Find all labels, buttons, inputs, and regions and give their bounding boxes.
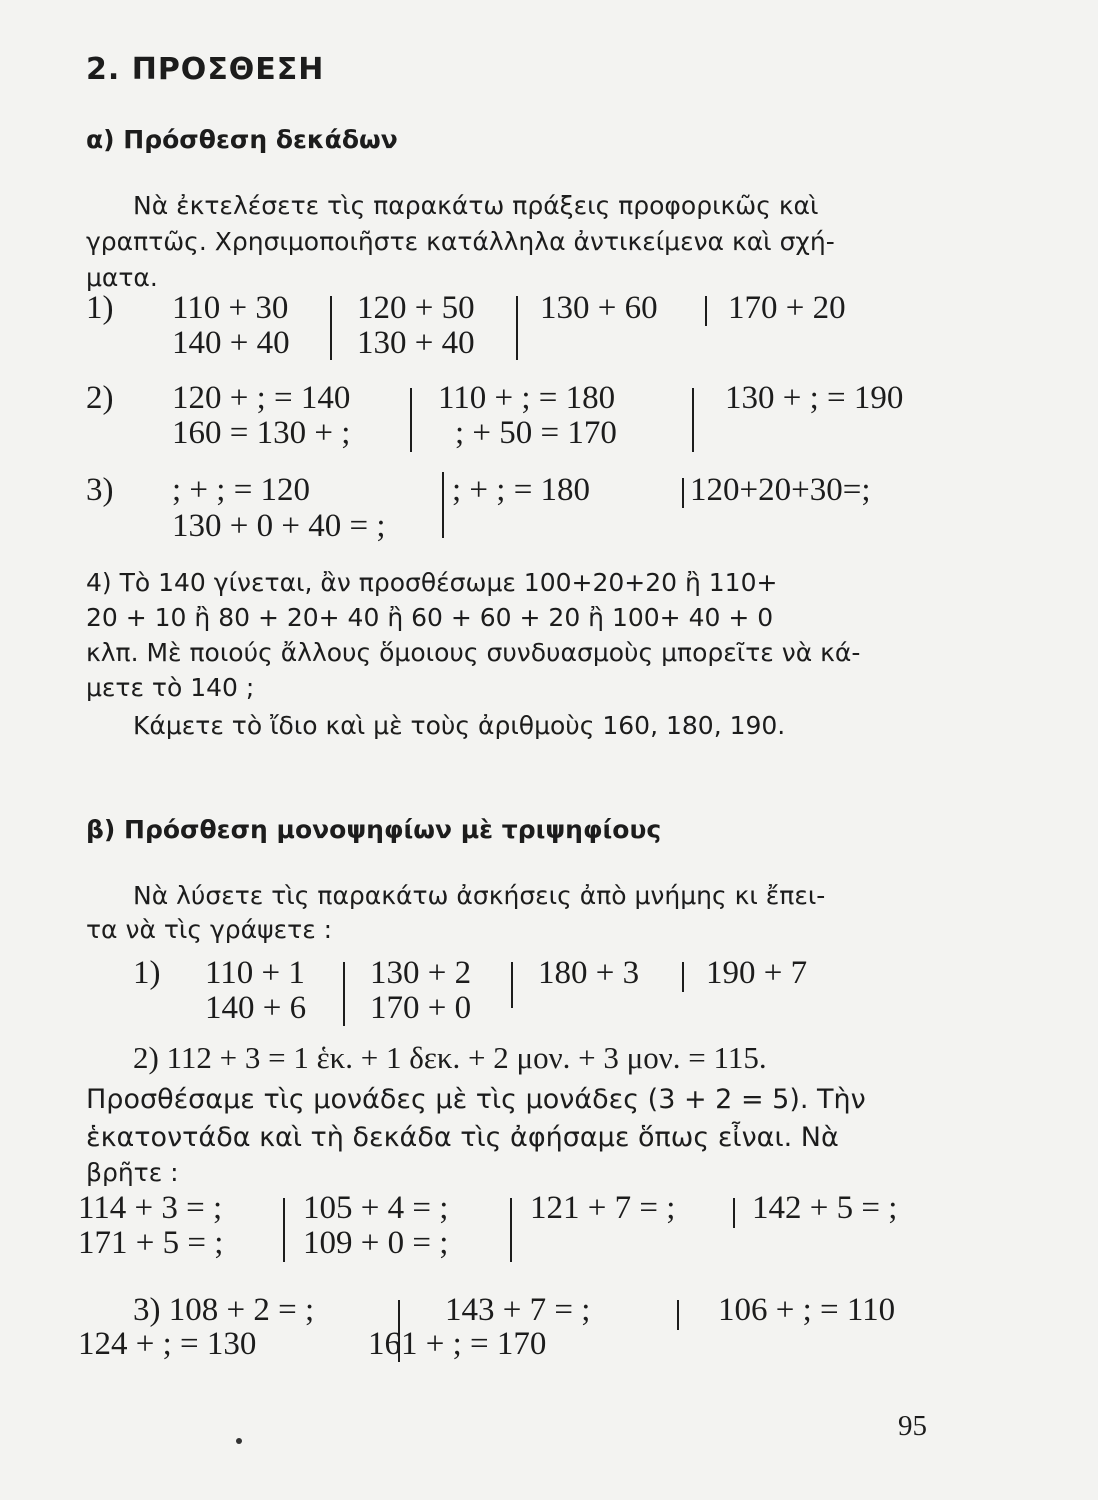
- exercise-a3-item: 120+20+30=;: [690, 472, 871, 508]
- column-divider: [410, 388, 412, 452]
- exercise-a4-line-3: κλπ. Μὲ ποιούς ἄλλους ὅμοιους συνδυασμοὺς μπορεῖτε νὰ κά-: [86, 638, 861, 667]
- exercise-a2-item: 110 + ; = 180: [438, 380, 616, 416]
- exercise-b1-item: 180 + 3: [538, 955, 640, 991]
- exercise-a4-line-1: 4) Τὸ 140 γίνεται, ἂν προσθέσωμε 100+20+20 ἢ 110+: [86, 568, 778, 597]
- exercise-b2-item: 114 + 3 = ;: [78, 1190, 223, 1226]
- section-a-intro-line-1: Νὰ ἐκτελέσετε τὶς παρακάτω πράξεις προφορικῶς καὶ: [133, 191, 819, 220]
- column-divider: [442, 472, 444, 538]
- exercise-b2-line-2: Προσθέσαμε τὶς μονάδες μὲ τὶς μονάδες (3 + 2 = 5). Τὴν: [86, 1084, 866, 1115]
- section-a-intro-line-3: ματα.: [86, 263, 158, 292]
- column-divider: [283, 1198, 285, 1262]
- exercise-a4-line-5: Κάμετε τὸ ἴδιο καὶ μὲ τοὺς ἀριθμοὺς 160, 180, 190.: [133, 711, 786, 740]
- exercise-a2-item: 120 + ; = 140: [172, 380, 351, 416]
- exercise-b2-item: 105 + 4 = ;: [303, 1190, 449, 1226]
- column-divider: [516, 296, 518, 360]
- ink-dot: [236, 1438, 242, 1444]
- exercise-a1-item: 170 + 20: [728, 290, 846, 326]
- column-divider: [343, 962, 345, 1026]
- exercise-b3-item: 161 + ; = 170: [368, 1326, 547, 1362]
- column-divider: [705, 296, 707, 326]
- exercise-b1-item: 130 + 2: [370, 955, 472, 991]
- column-divider: [733, 1198, 735, 1228]
- exercise-a1-item: 130 + 60: [540, 290, 658, 326]
- exercise-a1-item: 140 + 40: [172, 325, 290, 361]
- exercise-a1-item: 130 + 40: [357, 325, 475, 361]
- column-divider: [692, 388, 694, 452]
- exercise-b1-item: 110 + 1: [205, 955, 305, 991]
- exercise-a4-line-4: μετε τὸ 140 ;: [86, 673, 255, 702]
- exercise-b2-item: 142 + 5 = ;: [752, 1190, 898, 1226]
- exercise-b1-item: 140 + 6: [205, 990, 307, 1026]
- page-title: 2. ΠΡΟΣΘΕΣΗ: [86, 52, 325, 87]
- section-b-heading: β) Πρόσθεση μονοψηφίων μὲ τριψηφίους: [86, 815, 662, 844]
- exercise-b3-item: 124 + ; = 130: [78, 1326, 257, 1362]
- exercise-a1-label: 1): [86, 290, 114, 326]
- column-divider: [510, 1198, 512, 1262]
- exercise-a2-item: 130 + ; = 190: [725, 380, 904, 416]
- exercise-b3-item: 106 + ; = 110: [718, 1292, 896, 1328]
- exercise-b3-item: 143 + 7 = ;: [445, 1292, 591, 1328]
- exercise-a4-line-2: 20 + 10 ἢ 80 + 20+ 40 ἢ 60 + 60 + 20 ἢ 100+ 40 + 0: [86, 603, 774, 632]
- exercise-b1-item: 190 + 7: [706, 955, 808, 991]
- exercise-b2-item: 171 + 5 = ;: [78, 1225, 224, 1261]
- exercise-a2-item: 160 = 130 + ;: [172, 415, 351, 451]
- column-divider: [511, 962, 513, 1008]
- exercise-a1-item: 110 + 30: [172, 290, 289, 326]
- exercise-b2-line-4: βρῆτε :: [86, 1158, 179, 1187]
- column-divider: [682, 962, 684, 992]
- exercise-a1-item: 120 + 50: [357, 290, 475, 326]
- exercise-a2-item: ; + 50 = 170: [455, 415, 617, 451]
- exercise-a3-label: 3): [86, 472, 114, 508]
- exercise-b2-item: 109 + 0 = ;: [303, 1225, 449, 1261]
- exercise-a2-label: 2): [86, 380, 114, 416]
- exercise-b2-line-3: ἑκατοντάδα καὶ τὴ δεκάδα τὶς ἀφήσαμε ὅπως εἶναι. Νὰ: [86, 1122, 839, 1153]
- exercise-a3-item: ; + ; = 120: [172, 472, 311, 508]
- column-divider: [682, 478, 684, 508]
- exercise-a3-item: 130 + 0 + 40 = ;: [172, 508, 386, 544]
- exercise-b2-item: 121 + 7 = ;: [530, 1190, 676, 1226]
- exercise-b3-item: 3) 108 + 2 = ;: [133, 1292, 315, 1328]
- section-b-intro-line-2: τα νὰ τὶς γράψετε :: [86, 915, 333, 944]
- exercise-a3-item: ; + ; = 180: [452, 472, 591, 508]
- page-number: 95: [898, 1410, 927, 1442]
- section-a-heading: α) Πρόσθεση δεκάδων: [86, 125, 398, 154]
- section-b-intro-line-1: Νὰ λύσετε τὶς παρακάτω ἀσκήσεις ἀπὸ μνήμης κι ἔπει-: [133, 881, 826, 910]
- exercise-b1-label: 1): [133, 955, 161, 991]
- column-divider: [330, 296, 332, 360]
- exercise-b2-line-1: 2) 112 + 3 = 1 ἑκ. + 1 δεκ. + 2 μον. + 3 μον. = 115.: [133, 1040, 767, 1075]
- column-divider: [677, 1300, 679, 1330]
- section-a-intro-line-2: γραπτῶς. Χρησιμοποιῆστε κατάλληλα ἀντικείμενα καὶ σχή-: [86, 227, 835, 256]
- exercise-b1-item: 170 + 0: [370, 990, 472, 1026]
